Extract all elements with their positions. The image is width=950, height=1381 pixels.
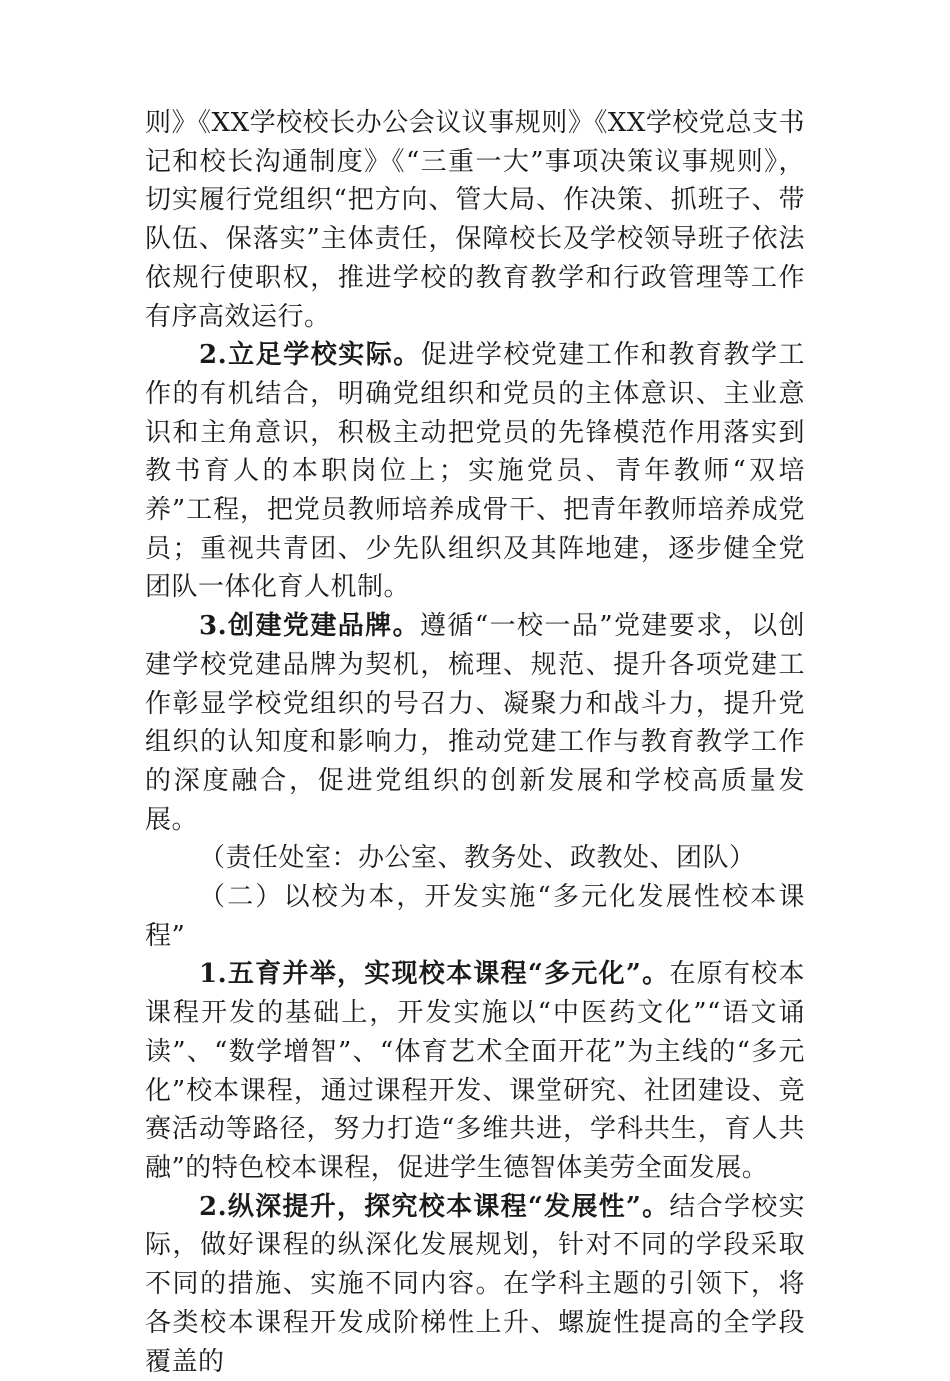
paragraph-lead-five-education: 1.五育并举，实现校本课程“多元化”。 xyxy=(199,959,670,990)
paragraph-body-five-education: 在原有校本课程开发的基础上，开发实施以“中医药文化”“语文诵读”、“数学增智”、“体育艺术全面开花”为主线的“多元化”校本课程，通过课程开发、课堂研究、社团建设、竞赛活动等路径，努力打造“多维共进，学科共生，育人共融”的特色校本课程，促进学生德智体美劳全面发展。 xyxy=(145,959,805,1183)
paragraph-rules-continued: 则》《XX学校校长办公会议议事规则》《XX学校党总支书记和校长沟通制度》《“三重一大”事项决策议事规则》，切实履行党组织“把方向、管大局、作决策、抓班子、带队伍、保落实”主体责任，保障校长及学校领导班子依法依规行使职权，推进学校的教育教学和行政管理等工作有序高效运行。 xyxy=(145,108,805,332)
paragraph-school-reality xyxy=(145,336,805,607)
paragraph-lead-party-brand: 3.创建党建品牌。 xyxy=(199,611,421,642)
paragraph-body-party-brand: 遵循“一校一品”党建要求，以创建学校党建品牌为契机，梳理、规范、提升各项党建工作彰显学校党组织的号召力、凝聚力和战斗力，提升党组织的认知度和影响力，推动党建工作与教育教学工作的深度融合，促进党组织的创新发展和学校高质量发展。 xyxy=(145,611,805,835)
paragraph-lead-school-reality: 2.立足学校实际。 xyxy=(199,340,421,371)
section-heading-school-curriculum: （二）以校为本，开发实施“多元化发展性校本课程” xyxy=(145,882,805,951)
paragraph-five-education xyxy=(145,955,805,1187)
paragraph-responsible-offices: （责任处室：办公室、教务处、政教处、团队） xyxy=(199,843,756,874)
paragraph-deepen-development xyxy=(145,1188,805,1381)
paragraph-lead-deepen-development: 2.纵深提升，探究校本课程“发展性”。 xyxy=(199,1191,670,1222)
paragraph-party-brand xyxy=(145,607,805,839)
document-page xyxy=(145,104,805,1381)
paragraph-body-deepen-development: 结合学校实际，做好课程的纵深化发展规划，针对不同的学段采取不同的措施、实施不同内容。在学科主题的引领下，将各类校本课程开发成阶梯性上升、螺旋性提高的全学段覆盖的 xyxy=(145,1191,805,1377)
paragraph-body-school-reality: 促进学校党建工作和教育教学工作的有机结合，明确党组织和党员的主体意识、主业意识和主角意识，积极主动把党员的先锋模范作用落实到教书育人的本职岗位上；实施党员、青年教师“双培养”工程，把党员教师培养成骨干、把青年教师培养成党员；重视共青团、少先队组织及其阵地建，逐步健全党团队一体化育人机制。 xyxy=(145,340,805,603)
